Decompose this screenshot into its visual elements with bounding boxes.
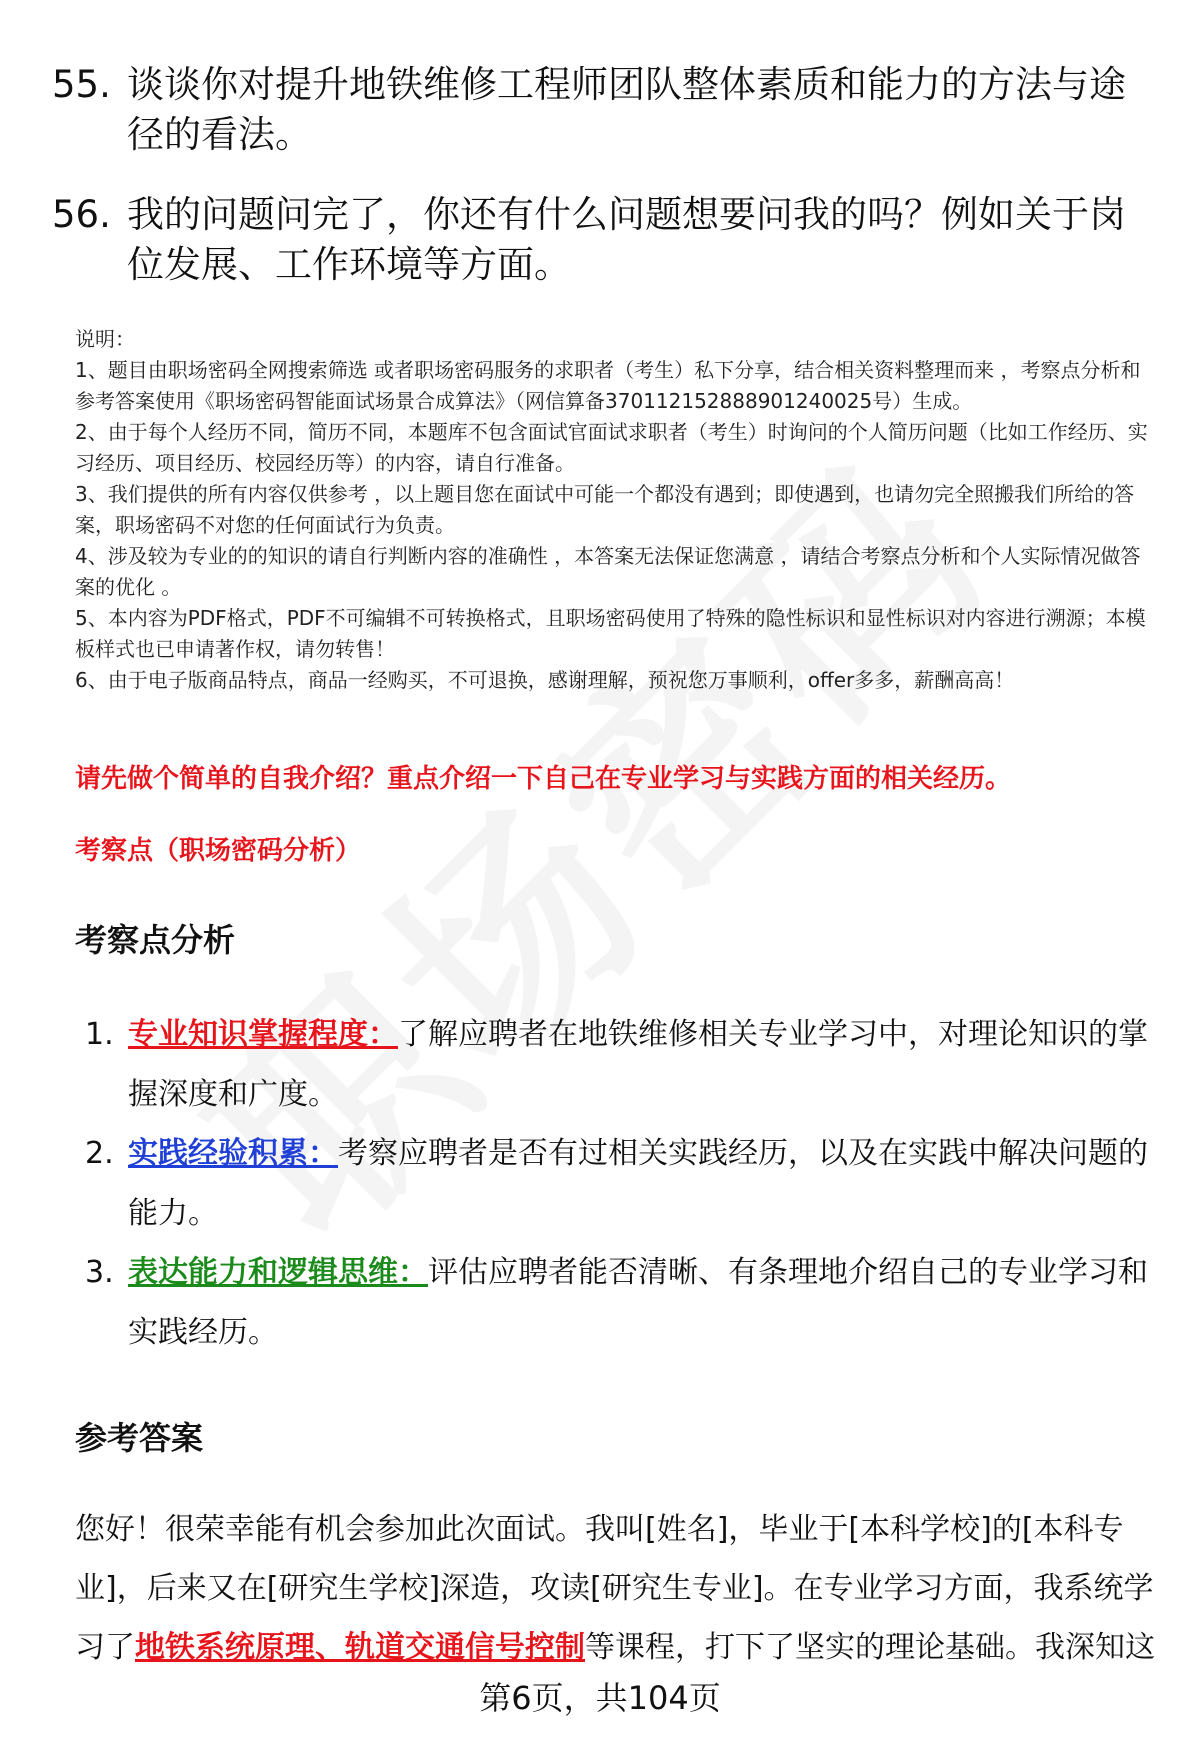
note-item: 5、本内容为PDF格式，PDF不可编辑不可转换格式，且职场密码使用了特殊的隐性标识和显性标识对内容进行溯源；本模板样式也已申请著作权，请勿转售！ xyxy=(75,606,1146,661)
point-keyword: 专业知识掌握程度： xyxy=(128,1017,398,1052)
point-text: 考察应聘者是否有过相关实践经历，以及在实践中解决问题的能力。 xyxy=(128,1136,1148,1231)
question-55 xyxy=(52,60,1162,160)
analysis-heading: 考察点分析 xyxy=(75,921,236,959)
question-56 xyxy=(52,190,1162,290)
kaochadian-label: 考察点（职场密码分析） xyxy=(75,836,362,866)
main-question: 请先做个简单的自我介绍？重点介绍一下自己在专业学习与实践方面的相关经历。 xyxy=(75,764,1012,794)
analysis-point xyxy=(85,1124,1160,1244)
note-item: 2、由于每个人经历不同，简历不同，本题库不包含面试官面试求职者（考生）时询问的个人简历问题（比如工作经历、实习经历、项目经历、校园经历等）的内容，请自行准备。 xyxy=(75,420,1148,475)
point-number: 1. xyxy=(85,1017,114,1052)
point-text: 了解应聘者在地铁维修相关专业学习中，对理论知识的掌握深度和广度。 xyxy=(128,1017,1148,1112)
point-number: 3. xyxy=(85,1255,114,1290)
answer-highlight: 地铁系统原理、轨道交通信号控制 xyxy=(135,1630,585,1665)
note-item: 6、由于电子版商品特点，商品一经购买，不可退换，感谢理解，预祝您万事顺利，offer多多，薪酬高高！ xyxy=(75,668,1015,692)
point-keyword: 实践经验积累： xyxy=(128,1136,338,1171)
analysis-point xyxy=(85,1243,1160,1363)
note-item: 3、我们提供的所有内容仅供参考 ，以上题目您在面试中可能一个都没有遇到；即使遇到，也请勿完全照搬我们所给的答案，职场密码不对您的任何面试行为负责。 xyxy=(75,482,1135,537)
question-text: 谈谈你对提升地铁维修工程师团队整体素质和能力的方法与途径的看法。 xyxy=(127,63,1126,156)
answer-part: 等课程，打下了坚实的理论基础。我深知这 xyxy=(585,1630,1155,1665)
point-keyword: 表达能力和逻辑思维： xyxy=(128,1255,428,1290)
question-text: 我的问题问完了，你还有什么问题想要问我的吗？例如关于岗位发展、工作环境等方面。 xyxy=(127,193,1126,286)
question-number: 56. xyxy=(52,193,111,236)
notes-section xyxy=(75,324,1160,696)
point-text: 评估应聘者能否清晰、有条理地介绍自己的专业学习和实践经历。 xyxy=(128,1255,1148,1350)
notes-title: 说明： xyxy=(75,327,135,351)
page-footer: 第6页，共104页 xyxy=(479,1679,721,1717)
note-item: 4、涉及较为专业的的知识的请自行判断内容的准确性 ，本答案无法保证您满意 ，请结合考察点分析和个人实际情况做答案的优化 。 xyxy=(75,544,1141,599)
analysis-point xyxy=(85,1005,1160,1125)
question-number: 55. xyxy=(52,63,111,106)
answer-heading: 参考答案 xyxy=(75,1419,204,1457)
point-number: 2. xyxy=(85,1136,114,1171)
note-item: 1、题目由职场密码全网搜索筛选 或者职场密码服务的求职者（考生）私下分享，结合相关资料整理而来 ，考察点分析和参考答案使用《职场密码智能面试场景合成算法》（网信算备370112152888901240025号）生成。 xyxy=(75,358,1141,413)
answer-part: 您好！很荣幸能有机会参加此次面试。我叫[姓名]，毕业于[本科学校]的[本科专业]，后来又在[研究生学校]深造，攻读[研究生专业]。在专业学习方面，我系统学习了 xyxy=(75,1512,1154,1665)
answer-text xyxy=(75,1500,1155,1677)
